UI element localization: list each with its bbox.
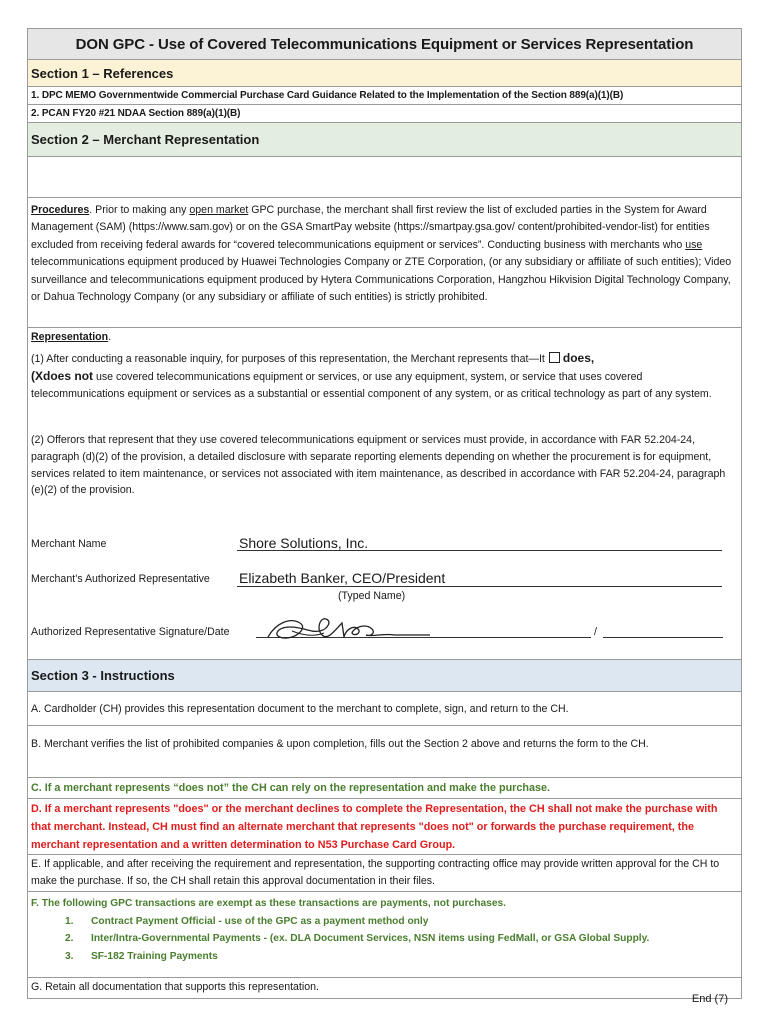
authorized-rep-label: Merchant’s Authorized Representative <box>31 573 210 585</box>
authorized-rep-value[interactable]: Elizabeth Banker, CEO/President <box>239 570 446 586</box>
representation-heading: Representation. <box>31 331 112 343</box>
merchant-name-label: Merchant Name <box>31 538 107 550</box>
procedures-paragraph <box>28 198 741 328</box>
date-line <box>603 637 723 638</box>
section2-header: Section 2 – Merchant Representation <box>28 123 741 157</box>
section1-header: Section 1 – References <box>28 60 741 87</box>
does-label: does, <box>562 351 595 365</box>
exempt-item-text: SF-182 Training Payments <box>91 950 218 962</box>
instruction-a: A. Cardholder (CH) provides this representation document to the merchant to complete, sign, and return to the CH. <box>28 692 741 726</box>
instruction-f <box>28 892 741 978</box>
reference-2: 2. PCAN FY20 #21 NDAA Section 889(a)(1)(B) <box>28 105 741 123</box>
instruction-c: C. If a merchant represents “does not” the CH can rely on the representation and make the purchase. <box>28 778 741 799</box>
instruction-f-header: F. The following GPC transactions are exempt as these transactions are payments, not purchases. <box>31 898 506 909</box>
exempt-item-number: 3. <box>65 950 74 962</box>
checkmark-icon: X <box>35 368 44 383</box>
reference-1: 1. DPC MEMO Governmentwide Commercial Purchase Card Guidance Related to the Implementation of the Section 889(a)(1)(B) <box>28 87 741 105</box>
merchant-name-line <box>237 550 722 551</box>
representation-form <box>27 28 742 999</box>
exempt-item-text: Inter/Intra-Governmental Payments - (ex. DLA Document Services, NSN items using FedMall, or GSA Global Supply. <box>91 933 650 944</box>
exempt-item <box>31 948 738 966</box>
signature-image <box>262 611 432 645</box>
signature-date-separator: / <box>594 626 597 638</box>
exempt-item-number: 2. <box>65 933 74 944</box>
form-title: DON GPC - Use of Covered Telecommunications Equipment or Services Representation <box>28 29 741 60</box>
representation-label: Representation <box>31 331 109 343</box>
blank-row <box>28 157 741 198</box>
rep1-text-a: (1) After conducting a reasonable inquiry, for purposes of this representation, the Merchant represents that—It <box>31 353 545 365</box>
exempt-item <box>31 913 738 931</box>
procedures-label: Procedures <box>31 204 90 216</box>
instruction-d: D. If a merchant represents "does" or the merchant declines to complete the Representation, the CH shall not make the purchase with that merchant. Instead, CH must find an alternate merchant that represents "does not" or forwards the purchase requirement, the merchant representation and a written determination to N53 Purchase Card Group. <box>28 799 741 855</box>
exempt-item <box>31 930 738 948</box>
section3-header: Section 3 - Instructions <box>28 660 741 692</box>
authorized-rep-line <box>237 586 722 587</box>
procedures-text-b: GPC purchase, the merchant shall first review the list of excluded parties in the System for Award Management (SAM) (https://www.sam.gov) or on the GSA SmartPay website (https://smartpay.gsa.gov/ content/prohibited-vendor-list) for entities excluded from receiving federal awards for “covered telecommunications equipment or services”. Conducting business with merchants who <box>31 204 710 251</box>
exempt-item-text: Contract Payment Official - use of the GPC as a payment method only <box>91 915 429 927</box>
typed-name-caption: (Typed Name) <box>338 590 406 602</box>
signature-label: Authorized Representative Signature/Date <box>31 626 230 638</box>
instruction-b: B. Merchant verifies the list of prohibited companies & upon completion, fills out the Section 2 above and returns the form to the CH. <box>28 726 741 778</box>
open-market-text: open market <box>189 204 249 216</box>
rep1-text-b: use covered telecommunications equipment or services, or use any equipment, system, or service that uses covered telecommunications equipment or services as a substantial or essential component of any system, or as critical technology as part of any system. <box>31 370 712 400</box>
page-footer: End (7) <box>691 993 728 1005</box>
instruction-e: E. If applicable, and after receiving the requirement and representation, the supporting contracting office may provide written approval for the CH to make the purchase. If so, the CH shall retain this approval documentation in their files. <box>28 855 741 892</box>
use-text: use <box>685 238 703 251</box>
representation-2: (2) Offerors that represent that they use covered telecommunications equipment or services must provide, in accordance with FAR 52.204-24, paragraph (d)(2) of the provision, a detailed disclosure with separate reporting elements depending on whether the procurement is for equipment, services related to item maintenance, or services not associated with item maintenance, as described in accordance with FAR 52.204-24, paragraph (e)(2) of the provision. <box>31 434 726 497</box>
representation-1 <box>31 350 736 402</box>
does-not-label: does not <box>43 368 94 383</box>
does-checkbox[interactable] <box>549 352 560 363</box>
does-not-checkbox[interactable]: (X <box>31 368 44 383</box>
exempt-item-number: 1. <box>65 915 74 927</box>
merchant-name-value[interactable]: Shore Solutions, Inc. <box>239 535 369 551</box>
instruction-g: G. Retain all documentation that supports this representation. <box>31 981 319 993</box>
procedures-text-a: . Prior to making any <box>89 204 190 216</box>
procedures-text-c: telecommunications equipment produced by Huawei Technologies Company or ZTE Corporation, (or any subsidiary or affiliate of such entities); Video surveillance and telecommunications equipment produced by Hytera Communications Corporation, Hangzhou Hikvision Digital Technology Company, or Dahua Technology Company (or any subsidiary or affiliate of such entities) is strictly prohibited. <box>31 256 732 304</box>
